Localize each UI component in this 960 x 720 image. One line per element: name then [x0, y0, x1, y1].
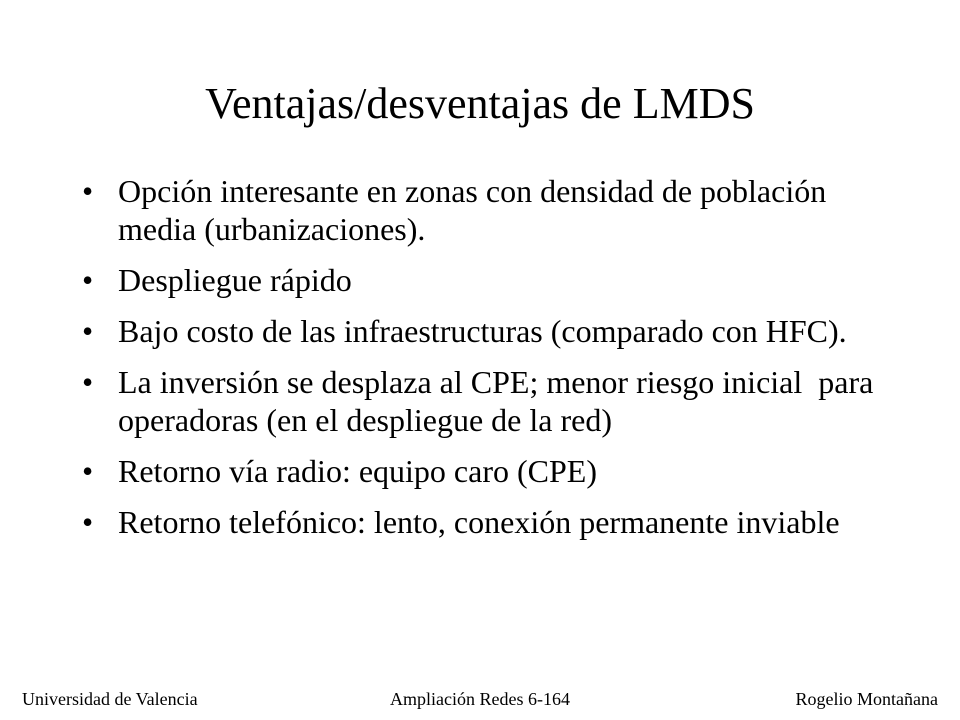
bullet-dot-icon: • — [82, 313, 94, 349]
footer-author: Rogelio Montañana — [795, 689, 938, 709]
bullet-item — [80, 261, 900, 299]
bullet-text: Bajo costo de las infraestructuras (comparado con HFC). — [118, 313, 847, 349]
bullet-item — [80, 172, 900, 248]
bullet-item — [80, 312, 900, 350]
bullet-list — [80, 172, 900, 554]
bullet-item — [80, 363, 900, 439]
bullet-text: Retorno telefónico: lento, conexión permanente inviable — [118, 504, 840, 540]
bullet-dot-icon: • — [82, 364, 94, 400]
bullet-text: Opción interesante en zonas con densidad de población media (urbanizaciones). — [118, 173, 827, 247]
bullet-item — [80, 503, 900, 541]
bullet-dot-icon: • — [82, 453, 94, 489]
bullet-text: Retorno vía radio: equipo caro (CPE) — [118, 453, 597, 489]
bullet-item — [80, 452, 900, 490]
bullet-text: Despliegue rápido — [118, 262, 352, 298]
bullet-text: La inversión se desplaza al CPE; menor riesgo inicial para operadoras (en el despliegue de la red) — [118, 364, 882, 438]
bullet-dot-icon: • — [82, 262, 94, 298]
slide-title: Ventajas/desventajas de LMDS — [205, 79, 755, 128]
footer-course-page: Ampliación Redes 6-164 — [390, 689, 570, 709]
bullet-dot-icon: • — [82, 504, 94, 540]
bullet-dot-icon: • — [82, 173, 94, 209]
footer-university: Universidad de Valencia — [22, 689, 198, 709]
